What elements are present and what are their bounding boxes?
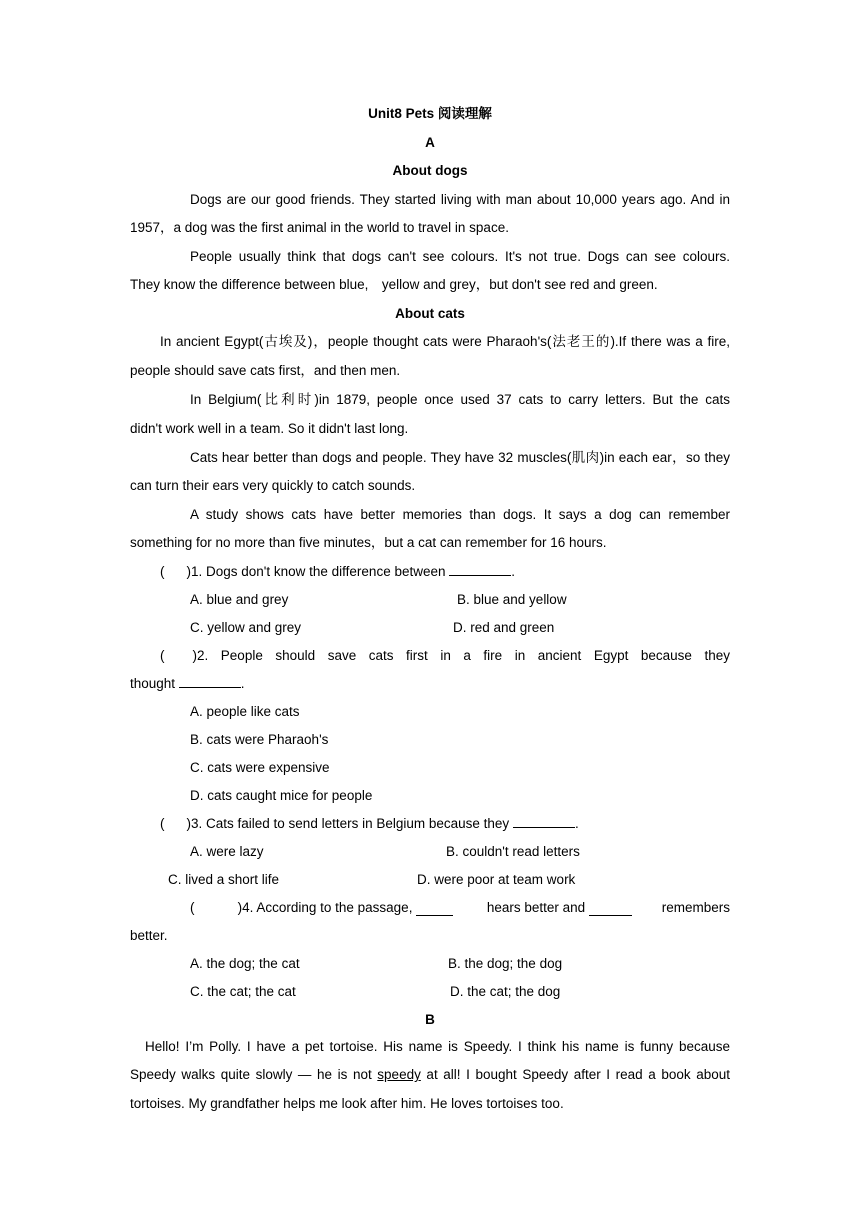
section-b-line-2 (130, 1061, 730, 1090)
q2-option-d[interactable]: D. cats caught mice for people (190, 787, 373, 803)
underlined-word-speedy: speedy (377, 1067, 421, 1082)
cats-p2-chinese-belgium: 比利时 (261, 392, 315, 408)
cats-paragraph-4-line-2: something for no more than five minutes，but a cat can remember for 16 hours. (130, 535, 607, 550)
q4-option-d[interactable]: D. the cat; the dog (450, 983, 561, 999)
cats-paragraph-3-line-2: can turn their ears very quickly to catch sounds. (130, 478, 416, 493)
q4-text-b: hears better and (483, 899, 589, 915)
cats-p1-chinese-pharaoh: 法老王的 (551, 334, 611, 350)
q4-blank-1[interactable] (416, 901, 453, 916)
q2-option-c[interactable]: C. cats were expensive (190, 759, 330, 775)
q4-options-row-2 (130, 978, 730, 1006)
question-4-line-1 (130, 894, 730, 922)
q3-option-d[interactable]: D. were poor at team work (417, 871, 576, 887)
cats-p1-chinese-egypt: 古埃及 (263, 334, 308, 350)
q4-options-row-1 (130, 950, 730, 978)
q4-text-a: )4. According to the passage, (237, 899, 417, 915)
q3-paren: ( (160, 815, 165, 831)
q4-text-c: remembers (661, 899, 730, 915)
dogs-paragraph-2-line-2: They know the difference between blue, yellow and grey，but don't see red and green. (130, 277, 658, 292)
q3-options-row-1 (130, 838, 730, 866)
section-b-line-3: tortoises. My grandfather helps me look after him. He loves tortoises too. (130, 1095, 564, 1111)
q1-option-a[interactable]: A. blue and grey (190, 591, 289, 607)
q1-paren: ( (160, 563, 165, 579)
q1-option-b[interactable]: B. blue and yellow (457, 591, 567, 607)
q2-text: )2. People should save cats first in a fire in ancient Egypt because they (192, 647, 730, 663)
cats-p3-chinese-muscles: 肌肉 (571, 449, 600, 466)
question-2-line-1 (130, 642, 730, 670)
cats-p1-text-b: )，people thought cats were Pharaoh's( (307, 334, 552, 349)
q2-option-b[interactable]: B. cats were Pharaoh's (190, 731, 329, 747)
question-2-line-2 (130, 670, 730, 698)
dogs-heading: About dogs (392, 163, 468, 178)
q3-option-b[interactable]: B. couldn't read letters (446, 843, 580, 859)
section-a-label: A (425, 134, 435, 150)
cats-p2-text-a: In Belgium( (190, 392, 262, 407)
q1-options-row-2 (130, 614, 730, 642)
question-3 (130, 810, 730, 838)
q1-text-end: . (511, 563, 516, 579)
cats-paragraph-3-line-1 (130, 444, 730, 473)
section-b-label: B (425, 1011, 435, 1027)
question-1 (130, 558, 730, 586)
q1-option-d[interactable]: D. red and green (453, 619, 555, 635)
document-content (130, 100, 730, 1118)
section-b-line-2-text-b: at all! I bought Speedy after I read a book about (420, 1067, 730, 1082)
q3-option-c[interactable]: C. lived a short life (168, 871, 280, 887)
cats-p1-text-c: ).If there was a fire, (610, 334, 731, 349)
section-b-line-1: Hello! I’m Polly. I have a pet tortoise. His name is Speedy. I think his name is funny because (145, 1038, 730, 1054)
cats-p2-text-b: )in 1879, people once used 37 cats to carry letters. But the cats (314, 392, 731, 407)
cats-paragraph-1-line-2: people should save cats first，and then men. (130, 362, 401, 378)
q4-paren: ( (190, 899, 195, 915)
cats-paragraph-2-line-1 (130, 385, 730, 415)
q2-option-a[interactable]: A. people like cats (190, 703, 300, 719)
section-b-line-2-text-a: Speedy walks quite slowly — he is not (130, 1067, 378, 1082)
cats-paragraph-4-line-1: A study shows cats have better memories than dogs. It says a dog can remember (190, 506, 730, 522)
q2-text-end: . (240, 675, 245, 691)
q4-option-a[interactable]: A. the dog; the cat (190, 955, 300, 971)
q3-blank[interactable] (513, 813, 575, 828)
question-4-line-2: better. (130, 927, 168, 943)
cats-p3-text-a: Cats hear better than dogs and people. They have 32 muscles( (190, 449, 572, 465)
cats-paragraph-1-line-1 (130, 328, 730, 357)
page-title: Unit8 Pets 阅读理解 (368, 106, 492, 121)
q3-options-row-2 (130, 866, 730, 894)
q1-options-row-1 (130, 586, 730, 614)
cats-p3-text-b: )in each ear，so they (599, 449, 730, 465)
q1-option-c[interactable]: C. yellow and grey (190, 619, 302, 635)
dogs-paragraph-1-line-1: Dogs are our good friends. They started living with man about 10,000 years ago. And in (190, 191, 730, 207)
q1-blank[interactable] (449, 561, 511, 576)
q2-paren: ( (160, 647, 165, 663)
dogs-paragraph-1-line-2: 1957，a dog was the first animal in the world to travel in space. (130, 220, 509, 235)
dogs-paragraph-2-line-1: People usually think that dogs can't see colours. It's not true. Dogs can see colours. (190, 248, 730, 264)
q4-option-b[interactable]: B. the dog; the dog (448, 955, 563, 971)
q4-blank-2[interactable] (589, 901, 632, 916)
q2-blank[interactable] (179, 673, 241, 688)
cats-p1-text-a: In ancient Egypt( (160, 334, 264, 349)
cats-paragraph-2-line-2: didn't work well in a team. So it didn't last long. (130, 421, 409, 436)
q3-option-a[interactable]: A. were lazy (190, 843, 264, 859)
cats-heading: About cats (395, 305, 465, 321)
q4-option-c[interactable]: C. the cat; the cat (190, 983, 296, 999)
q1-text: )1. Dogs don't know the difference between (186, 563, 450, 579)
q3-text-end: . (574, 815, 579, 831)
q2-text-line-2: thought (130, 675, 179, 691)
q3-text: )3. Cats failed to send letters in Belgium because they (186, 815, 513, 831)
